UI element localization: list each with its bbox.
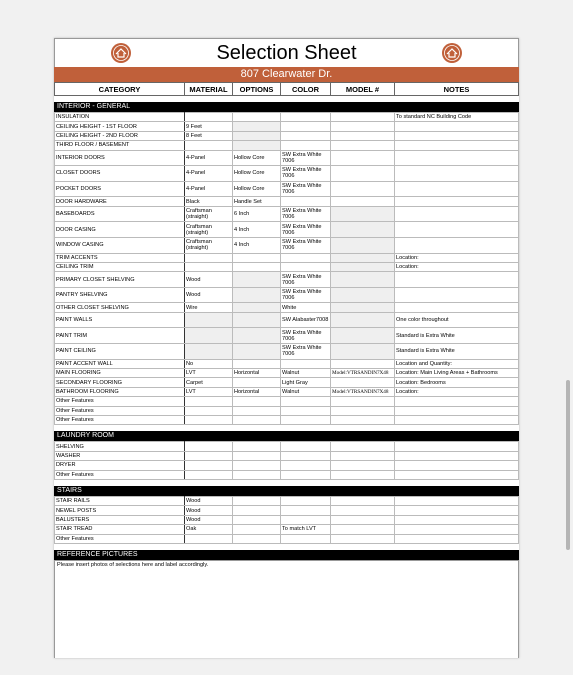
value-cell[interactable] [331,122,395,131]
category-cell: TRIM ACCENTS [55,253,185,262]
value-cell[interactable] [233,272,281,288]
value-cell[interactable] [233,406,281,415]
value-cell[interactable]: Craftsman (straight) [185,222,233,238]
value-cell[interactable]: Wood [185,496,233,505]
value-cell[interactable] [233,496,281,505]
category-cell: WINDOW CASING [55,237,185,253]
value-cell[interactable]: Standard is Extra White [395,344,519,360]
value-cell[interactable]: Hollow Core [233,166,281,182]
table-row [55,197,519,206]
selection-sheet-page [54,38,519,658]
value-cell[interactable]: Wire [185,303,233,312]
table-row [55,272,519,288]
category-cell: Other Features [55,397,185,406]
value-cell[interactable]: SW Extra White 7006 [281,150,331,166]
value-cell[interactable] [281,461,331,470]
value-cell[interactable]: Location: [395,387,519,396]
table-row [55,166,519,182]
value-cell[interactable]: LVT [185,387,233,396]
value-cell[interactable] [233,461,281,470]
category-cell: PAINT TRIM [55,328,185,344]
value-cell[interactable] [395,197,519,206]
value-cell[interactable] [395,496,519,505]
value-cell[interactable] [331,378,395,387]
value-cell[interactable] [233,359,281,368]
selection-table [54,496,519,544]
value-cell[interactable]: 8 Feet [185,131,233,140]
value-cell[interactable]: SW Extra White 7006 [281,328,331,344]
table-row [55,406,519,415]
value-cell[interactable] [281,470,331,479]
table-row [55,312,519,328]
column-header-cell: OPTIONS [233,83,281,96]
value-cell[interactable] [331,262,395,271]
value-cell[interactable]: Horizontal [233,387,281,396]
value-cell[interactable]: Walnut [281,369,331,378]
value-cell[interactable]: Walnut [281,387,331,396]
value-cell[interactable] [395,406,519,415]
value-cell[interactable]: No [185,359,233,368]
value-cell[interactable] [395,287,519,303]
category-cell: SECONDARY FLOORING [55,378,185,387]
value-cell[interactable]: 4 Inch [233,237,281,253]
table-row [55,515,519,524]
category-cell: SHELVING [55,442,185,451]
page-title: Selection Sheet [216,41,357,64]
value-cell[interactable] [395,397,519,406]
value-cell[interactable] [331,416,395,425]
value-cell[interactable]: Location: Main Living Areas + Bathrooms [395,369,519,378]
value-cell[interactable] [185,442,233,451]
value-cell[interactable]: Location and Quantity: [395,359,519,368]
value-cell[interactable] [331,534,395,543]
value-cell[interactable] [331,253,395,262]
category-cell: CEILING HEIGHT - 1ST FLOOR [55,122,185,131]
value-cell[interactable] [331,506,395,515]
value-cell[interactable] [395,237,519,253]
table-row [55,287,519,303]
value-cell[interactable] [233,303,281,312]
value-cell[interactable] [233,141,281,150]
value-cell[interactable] [395,470,519,479]
table-row [55,181,519,197]
value-cell[interactable] [233,262,281,271]
value-cell[interactable]: Horizontal [233,369,281,378]
value-cell[interactable]: 6 Inch [233,206,281,222]
value-cell[interactable] [233,442,281,451]
value-cell[interactable]: Craftsman (straight) [185,206,233,222]
value-cell[interactable]: Black [185,197,233,206]
value-cell[interactable] [331,406,395,415]
value-cell[interactable] [331,272,395,288]
table-row [55,442,519,451]
value-cell[interactable] [281,515,331,524]
category-cell: Other Features [55,416,185,425]
table-row [55,344,519,360]
value-cell[interactable]: White [281,303,331,312]
value-cell[interactable]: SW Extra White 7006 [281,166,331,182]
value-cell[interactable] [233,470,281,479]
value-cell[interactable] [185,470,233,479]
value-cell[interactable]: Wood [185,272,233,288]
value-cell[interactable]: SW Extra White 7006 [281,181,331,197]
value-cell[interactable]: Location: [395,262,519,271]
value-cell[interactable] [185,406,233,415]
value-cell[interactable] [331,113,395,122]
table-row [55,451,519,460]
value-cell[interactable]: Hollow Core [233,150,281,166]
value-cell[interactable] [395,181,519,197]
value-cell[interactable] [185,397,233,406]
category-cell: Other Features [55,470,185,479]
value-cell[interactable] [281,506,331,515]
value-cell[interactable] [233,131,281,140]
value-cell[interactable] [395,534,519,543]
category-cell: CEILING TRIM [55,262,185,271]
table-row [55,206,519,222]
category-cell: STAIR RAILS [55,496,185,505]
table-row [55,131,519,140]
value-cell[interactable] [331,344,395,360]
category-cell: THIRD FLOOR / BASEMENT [55,141,185,150]
value-cell[interactable]: SW Extra White 7006 [281,287,331,303]
value-cell[interactable] [281,131,331,140]
value-cell[interactable] [281,197,331,206]
value-cell[interactable] [233,506,281,515]
value-cell[interactable] [331,131,395,140]
address-banner: 807 Clearwater Dr. [54,67,519,82]
table-row [55,262,519,271]
table-row [55,416,519,425]
value-cell[interactable]: 4-Panel [185,166,233,182]
value-cell[interactable] [233,534,281,543]
section-title: LAUNDRY ROOM [54,431,519,441]
value-cell[interactable] [331,397,395,406]
value-cell[interactable] [395,222,519,238]
house-logo-icon [441,42,463,64]
value-cell[interactable] [395,451,519,460]
category-cell: MAIN FLOORING [55,369,185,378]
selection-table [54,441,519,480]
category-cell: POCKET DOORS [55,181,185,197]
value-cell[interactable] [395,416,519,425]
value-cell[interactable] [281,406,331,415]
value-cell[interactable] [395,206,519,222]
value-cell[interactable] [233,397,281,406]
value-cell[interactable] [331,525,395,534]
value-cell[interactable] [233,344,281,360]
value-cell[interactable]: SW Extra White 7006 [281,344,331,360]
value-cell[interactable] [331,461,395,470]
category-cell: PRIMARY CLOSET SHELVING [55,272,185,288]
value-cell[interactable]: 4 Inch [233,222,281,238]
value-cell[interactable]: Hollow Core [233,181,281,197]
value-cell[interactable] [331,287,395,303]
column-header-cell: MATERIAL [185,83,233,96]
scrollbar[interactable] [566,380,570,550]
value-cell[interactable] [185,416,233,425]
table-row [55,328,519,344]
category-cell: Other Features [55,534,185,543]
value-cell[interactable]: Wood [185,287,233,303]
category-cell: NEWEL POSTS [55,506,185,515]
value-cell[interactable] [395,303,519,312]
value-cell[interactable]: Location: Bedrooms [395,378,519,387]
category-cell: DOOR HARDWARE [55,197,185,206]
value-cell[interactable] [331,222,395,238]
value-cell[interactable] [331,515,395,524]
value-cell[interactable] [281,534,331,543]
value-cell[interactable] [281,359,331,368]
value-cell[interactable]: SW Extra White 7006 [281,237,331,253]
value-cell[interactable]: Model:VTRSANDIN7X48 [331,387,395,396]
value-cell[interactable]: Wood [185,506,233,515]
table-row [55,470,519,479]
value-cell[interactable] [281,262,331,271]
table-row [55,122,519,131]
value-cell[interactable] [185,262,233,271]
category-cell: DOOR CASING [55,222,185,238]
value-cell[interactable] [233,378,281,387]
section-title: STAIRS [54,486,519,496]
category-cell: DRYER [55,461,185,470]
value-cell[interactable] [331,470,395,479]
value-cell[interactable] [331,312,395,328]
value-cell[interactable] [185,328,233,344]
value-cell[interactable] [331,328,395,344]
value-cell[interactable] [331,442,395,451]
table-row [55,113,519,122]
category-cell: BASEBOARDS [55,206,185,222]
value-cell[interactable]: SW Extra White 7006 [281,222,331,238]
value-cell[interactable] [233,416,281,425]
value-cell[interactable] [281,113,331,122]
table-row [55,387,519,396]
value-cell[interactable] [281,496,331,505]
table-row [55,369,519,378]
value-cell[interactable]: Handle Set [233,197,281,206]
value-cell[interactable] [395,506,519,515]
table-row [55,237,519,253]
category-cell: PAINT CEILING [55,344,185,360]
table-row [55,378,519,387]
reference-instruction: Please insert photos of selections here and label accordingly. [57,561,209,568]
value-cell[interactable] [395,141,519,150]
table-row [55,359,519,368]
column-header-cell: CATEGORY [55,83,185,96]
category-cell: STAIR TREAD [55,525,185,534]
value-cell[interactable] [281,451,331,460]
value-cell[interactable] [331,237,395,253]
value-cell[interactable] [395,272,519,288]
table-row [55,141,519,150]
value-cell[interactable] [331,496,395,505]
value-cell[interactable]: Location: [395,253,519,262]
table-row [55,506,519,515]
value-cell[interactable] [331,150,395,166]
value-cell[interactable] [331,359,395,368]
column-header-cell: COLOR [281,83,331,96]
sections-container [54,102,519,544]
title-bar [54,38,519,67]
table-row [55,222,519,238]
value-cell[interactable] [395,442,519,451]
value-cell[interactable] [395,150,519,166]
house-logo-icon [110,42,132,64]
value-cell[interactable] [281,122,331,131]
value-cell[interactable] [331,197,395,206]
category-cell: PAINT WALLS [55,312,185,328]
value-cell[interactable] [233,515,281,524]
value-cell[interactable] [395,515,519,524]
value-cell[interactable] [331,303,395,312]
value-cell[interactable] [281,442,331,451]
table-row [55,397,519,406]
category-cell: INSULATION [55,113,185,122]
value-cell[interactable] [185,534,233,543]
value-cell[interactable]: SW Alabaster7008 [281,312,331,328]
value-cell[interactable] [395,525,519,534]
value-cell[interactable] [185,113,233,122]
value-cell[interactable] [233,122,281,131]
table-row [55,496,519,505]
value-cell[interactable] [281,141,331,150]
section-title: REFERENCE PICTURES [54,550,519,560]
category-cell: CEILING HEIGHT - 2ND FLOOR [55,131,185,140]
column-header-cell: MODEL # [331,83,395,96]
category-cell: INTERIOR DOORS [55,150,185,166]
category-cell: CLOSET DOORS [55,166,185,182]
column-header [54,82,519,96]
value-cell[interactable]: Wood [185,515,233,524]
value-cell[interactable] [331,451,395,460]
table-row [55,525,519,534]
category-cell: BATHROOM FLOORING [55,387,185,396]
value-cell[interactable] [281,397,331,406]
value-cell[interactable] [185,253,233,262]
table-row [55,253,519,262]
value-cell[interactable] [395,122,519,131]
column-header-cell: NOTES [395,83,519,96]
value-cell[interactable]: Light Gray [281,378,331,387]
table-row [55,461,519,470]
category-cell: Other Features [55,406,185,415]
value-cell[interactable] [331,206,395,222]
value-cell[interactable] [185,451,233,460]
value-cell[interactable]: Model:VTRSANDIN7X48 [331,369,395,378]
value-cell[interactable] [233,328,281,344]
value-cell[interactable] [233,312,281,328]
value-cell[interactable]: SW Extra White 7006 [281,206,331,222]
value-cell[interactable] [185,461,233,470]
value-cell[interactable] [281,253,331,262]
value-cell[interactable] [331,166,395,182]
value-cell[interactable] [233,113,281,122]
value-cell[interactable]: To standard NC Building Code [395,113,519,122]
value-cell[interactable]: Carpet [185,378,233,387]
value-cell[interactable] [331,181,395,197]
value-cell[interactable] [233,525,281,534]
value-cell[interactable] [185,312,233,328]
value-cell[interactable] [281,416,331,425]
selection-table [54,112,519,425]
value-cell[interactable] [185,141,233,150]
category-cell: BALUSTERS [55,515,185,524]
value-cell[interactable]: SW Extra White 7006 [281,272,331,288]
value-cell[interactable]: 4-Panel [185,150,233,166]
value-cell[interactable] [395,166,519,182]
table-row [55,534,519,543]
value-cell[interactable] [395,131,519,140]
reference-pictures-area[interactable] [54,560,519,658]
value-cell[interactable] [331,141,395,150]
value-cell[interactable]: Oak [185,525,233,534]
value-cell[interactable]: LVT [185,369,233,378]
value-cell[interactable] [233,253,281,262]
value-cell[interactable] [395,461,519,470]
value-cell[interactable]: To match LVT [281,525,331,534]
category-cell: WASHER [55,451,185,460]
value-cell[interactable]: 4-Panel [185,181,233,197]
value-cell[interactable] [185,344,233,360]
value-cell[interactable]: Standard is Extra White [395,328,519,344]
value-cell[interactable]: Craftsman (straight) [185,237,233,253]
section-title: INTERIOR - GENERAL [54,102,519,112]
value-cell[interactable]: One color throughout [395,312,519,328]
table-row [55,303,519,312]
value-cell[interactable]: 9 Feet [185,122,233,131]
category-cell: PAINT ACCENT WALL [55,359,185,368]
table-row [55,150,519,166]
category-cell: PANTRY SHELVING [55,287,185,303]
category-cell: OTHER CLOSET SHELVING [55,303,185,312]
value-cell[interactable] [233,451,281,460]
value-cell[interactable] [233,287,281,303]
